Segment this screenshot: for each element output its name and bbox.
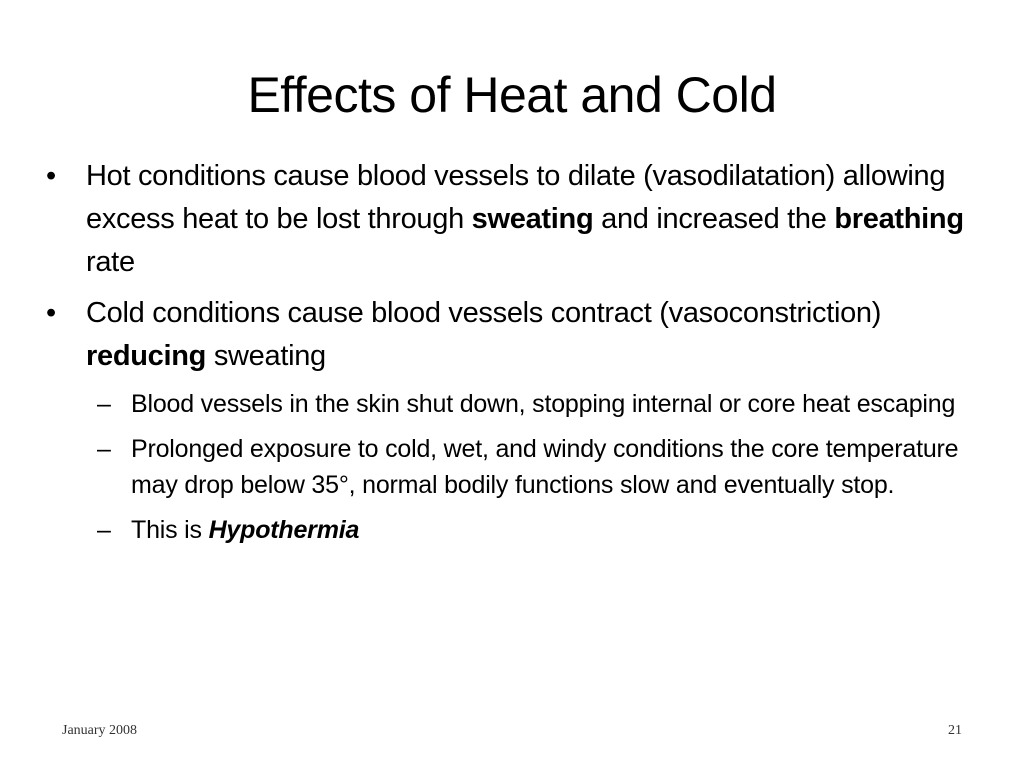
bullet-hot-conditions [46, 155, 976, 284]
sub-bullet-text: Blood vessels in the skin shut down, stopping internal or core heat escaping [131, 390, 956, 418]
dash-marker: – [97, 516, 111, 544]
bold-italic-hypothermia: Hypothermia [208, 516, 360, 544]
bullet-text: rate [86, 246, 135, 278]
bullet-text: Hot conditions cause blood vessels to dilate (vasodilatation) allowing excess heat to be lost through [86, 160, 946, 235]
sub-bullet-hypothermia [46, 512, 976, 548]
slide-body [46, 155, 976, 557]
bullet-text: and increased the [593, 203, 835, 235]
footer-date: January 2008 [62, 723, 138, 738]
dash-marker: – [97, 390, 111, 418]
bullet-cold-conditions [46, 292, 976, 378]
bold-sweating: sweating [471, 203, 594, 235]
bold-reducing: reducing [86, 340, 207, 372]
footer-page-number: 21 [948, 723, 962, 738]
bold-breathing: breathing [834, 203, 964, 235]
sub-bullet-text: Prolonged exposure to cold, wet, and windy conditions the core temperature may drop below 35°, normal bodily functions slow and eventually stop. [131, 435, 959, 499]
bullet-marker: • [46, 297, 56, 329]
sub-bullet-blood-vessels [46, 386, 976, 422]
bullet-marker: • [46, 160, 56, 192]
sub-bullet-prolonged-exposure [46, 431, 976, 503]
bullet-text: Cold conditions cause blood vessels contract (vasoconstriction) [86, 297, 882, 329]
dash-marker: – [97, 435, 111, 463]
sub-bullet-text: This is [131, 516, 209, 544]
slide-title: Effects of Heat and Cold [247, 67, 777, 123]
bullet-text: sweating [206, 340, 326, 372]
